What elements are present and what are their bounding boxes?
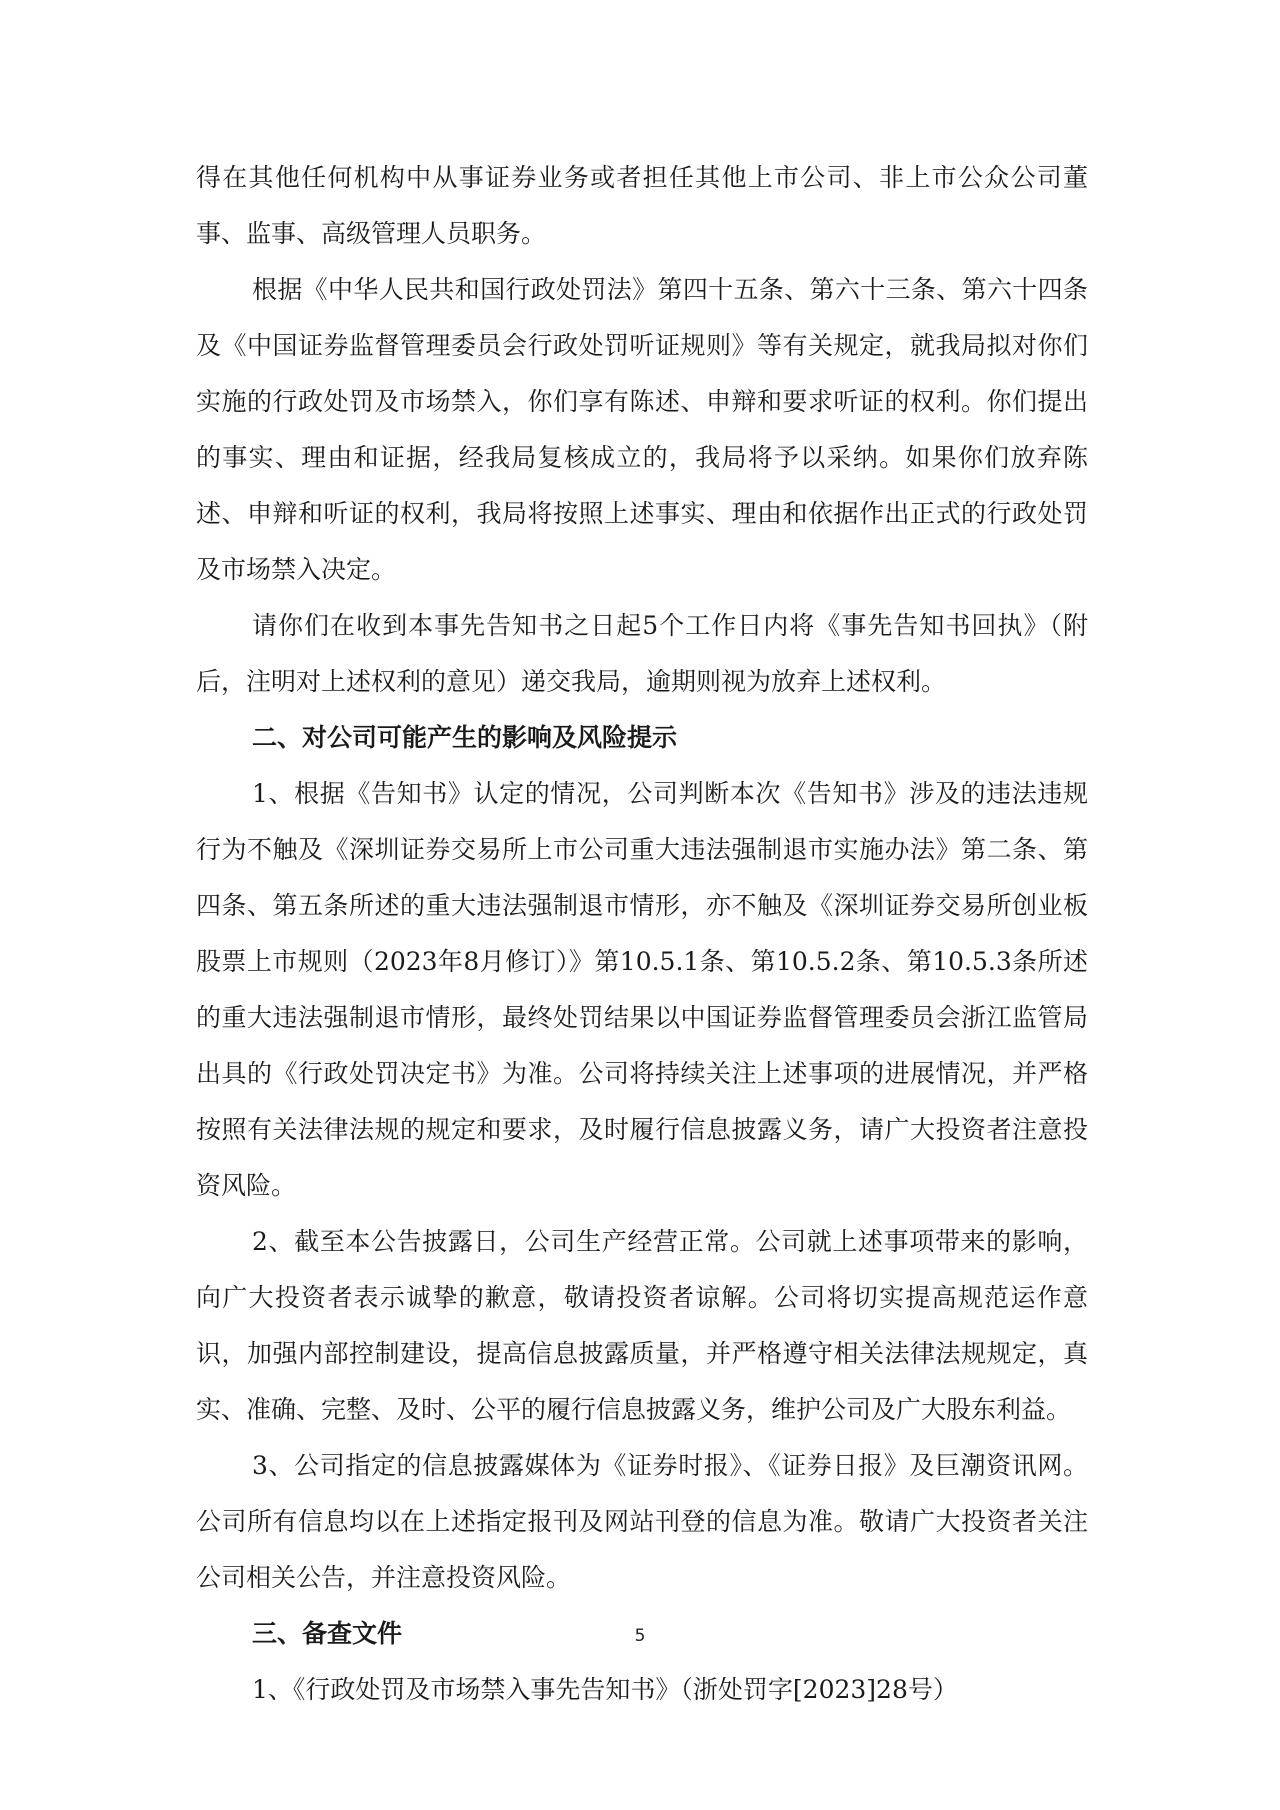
paragraph-delisting-assessment: 1、根据《告知书》认定的情况，公司判断本次《告知书》涉及的违法违规行为不触及《深圳证券交易所上市公司重大违法强制退市实施办法》第二条、第四条、第五条所述的重大违法强制退市情形，亦不触及《深圳证券交易所创业板股票上市规则（2023年8月修订）》第10.5.1条、第10.5.2条、第10.5.3条所述的重大违法强制退市情形，最终处罚结果以中国证券监督管理委员会浙江监管局出具的《行政处罚决定书》为准。公司将持续关注上述事项的进展情况，并严格按照有关法律法规的规定和要求，及时履行信息披露义务，请广大投资者注意投资风险。 — [196, 779, 1088, 1200]
paragraph-continuation: 得在其他任何机构中从事证券业务或者担任其他上市公司、非上市公众公司董事、监事、高级管理人员职务。 — [196, 163, 1088, 248]
paragraph-operations-apology: 2、截至本公告披露日，公司生产经营正常。公司就上述事项带来的影响，向广大投资者表示诚挚的歉意，敬请投资者谅解。公司将切实提高规范运作意识，加强内部控制建设，提高信息披露质量，并严格遵守相关法律法规规定，真实、准确、完整、及时、公平的履行信息披露义务，维护公司及广大股东利益。 — [196, 1227, 1088, 1424]
page-number: 5 — [634, 1626, 646, 1646]
paragraph-disclosure-media: 3、公司指定的信息披露媒体为《证券时报》、《证券日报》及巨潮资讯网。公司所有信息均以在上述指定报刊及网站刊登的信息为准。敬请广大投资者关注公司相关公告，并注意投资风险。 — [196, 1451, 1088, 1592]
paragraph-hearing-rights: 根据《中华人民共和国行政处罚法》第四十五条、第六十三条、第六十四条及《中国证券监督管理委员会行政处罚听证规则》等有关规定，就我局拟对你们实施的行政处罚及市场禁入，你们享有陈述、申辩和要求听证的权利。你们提出的事实、理由和证据，经我局复核成立的，我局将予以采纳。如果你们放弃陈述、申辩和听证的权利，我局将按照上述事实、理由和依据作出正式的行政处罚及市场禁入决定。 — [196, 275, 1088, 584]
document-body — [196, 150, 1088, 1718]
paragraph-receipt-deadline: 请你们在收到本事先告知书之日起5个工作日内将《事先告知书回执》（附后，注明对上述权利的意见）递交我局，逾期则视为放弃上述权利。 — [196, 611, 1088, 696]
section-heading-reference-documents: 三、备查文件 — [252, 1619, 403, 1648]
section-heading-impact-risk: 二、对公司可能产生的影响及风险提示 — [252, 723, 678, 752]
reference-document-item: 1、《行政处罚及市场禁入事先告知书》（浙处罚字[2023]28号） — [252, 1675, 958, 1704]
